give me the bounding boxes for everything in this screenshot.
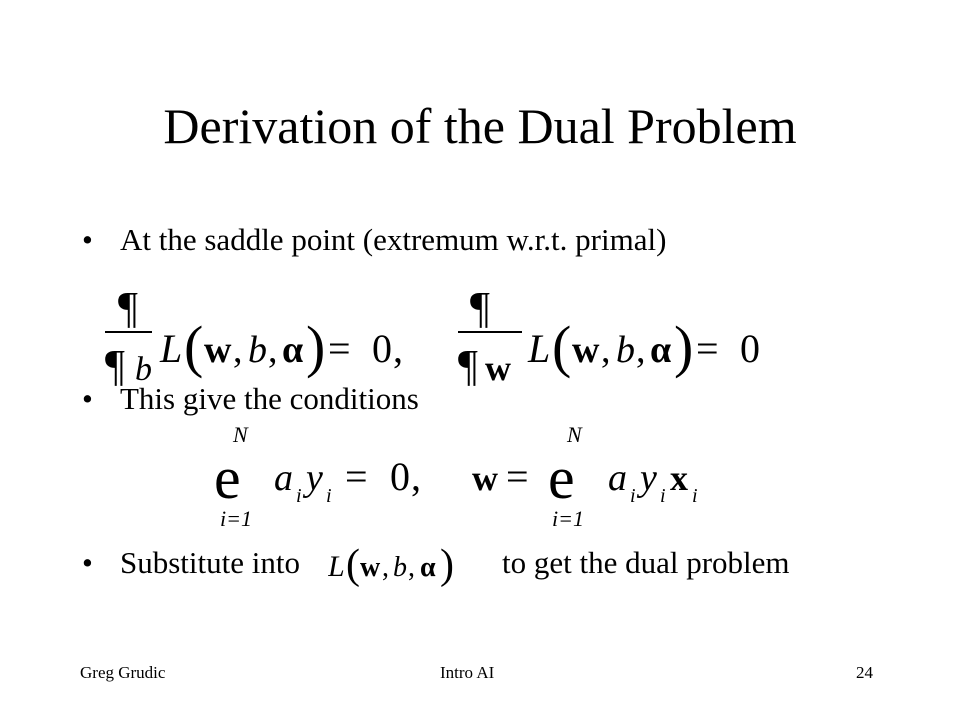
var-L: L bbox=[160, 326, 183, 371]
subscript-i: i bbox=[296, 485, 302, 507]
bullet-3-text-before: Substitute into bbox=[120, 545, 300, 580]
bullet-3-continuation bbox=[502, 545, 790, 581]
sum-lower-index: i=1 bbox=[552, 506, 584, 531]
bullet-marker: • bbox=[82, 222, 93, 257]
var-w: w bbox=[485, 348, 511, 388]
subscript-i: i bbox=[326, 485, 332, 507]
var-w: w bbox=[472, 458, 498, 498]
bullet-marker: • bbox=[82, 545, 93, 580]
var-x: x bbox=[670, 458, 688, 498]
var-y: y bbox=[306, 457, 323, 499]
var-b: b bbox=[135, 351, 152, 388]
var-w: w bbox=[204, 329, 232, 371]
equals: = bbox=[506, 454, 529, 499]
partial-derivative-w bbox=[458, 283, 760, 390]
comma: , bbox=[601, 329, 611, 371]
sum-lower-index: i=1 bbox=[220, 506, 252, 531]
paren-close: ) bbox=[440, 542, 454, 588]
partial-derivative-equations bbox=[100, 282, 800, 392]
var-a: a bbox=[608, 457, 627, 499]
partial-symbol: ¶ bbox=[458, 341, 478, 390]
zero: 0 bbox=[740, 326, 760, 371]
var-y: y bbox=[640, 457, 657, 499]
equals: = bbox=[328, 326, 351, 371]
footer-author: Greg Grudic bbox=[80, 663, 166, 682]
bullet-2-text: This give the conditions bbox=[120, 381, 419, 416]
partial-derivative-b bbox=[105, 283, 403, 390]
bullet-2 bbox=[82, 381, 419, 417]
bullet-marker: • bbox=[82, 381, 93, 416]
zero: 0 bbox=[372, 326, 392, 371]
equals: = bbox=[345, 454, 368, 499]
zero: 0 bbox=[390, 454, 410, 499]
var-alpha: α bbox=[282, 329, 304, 371]
bullet-3-text-after: to get the dual problem bbox=[502, 545, 790, 580]
slide-title: Derivation of the Dual Problem bbox=[163, 98, 797, 154]
comma: , bbox=[393, 326, 403, 371]
partial-symbol: ¶ bbox=[105, 341, 125, 390]
sum-symbol: e bbox=[214, 445, 241, 511]
footer-page-number: 24 bbox=[856, 663, 873, 682]
condition-w-sum bbox=[472, 422, 698, 531]
lagrangian-inline bbox=[328, 540, 498, 590]
var-L: L bbox=[528, 326, 551, 371]
comma: , bbox=[408, 552, 415, 583]
condition-equations bbox=[200, 420, 740, 535]
footer-course: Intro AI bbox=[440, 663, 495, 682]
bullet-1 bbox=[82, 222, 666, 258]
comma: , bbox=[268, 329, 278, 371]
subscript-i: i bbox=[630, 485, 636, 507]
sum-upper-N: N bbox=[233, 422, 248, 447]
sum-symbol: e bbox=[548, 445, 575, 511]
comma: , bbox=[382, 552, 389, 583]
partial-symbol: ¶ bbox=[118, 283, 138, 332]
paren-open: ( bbox=[346, 542, 360, 588]
condition-sum-alpha-y bbox=[214, 422, 421, 531]
var-alpha: α bbox=[650, 329, 672, 371]
paren-close: ) bbox=[306, 314, 326, 379]
var-L: L bbox=[328, 550, 345, 583]
bullet-3 bbox=[82, 545, 300, 581]
comma: , bbox=[636, 329, 646, 371]
comma: , bbox=[411, 454, 421, 499]
var-b: b bbox=[616, 329, 635, 371]
var-w: w bbox=[572, 329, 600, 371]
paren-open: ( bbox=[184, 314, 204, 379]
sum-upper-N: N bbox=[567, 422, 582, 447]
var-w: w bbox=[360, 552, 381, 583]
var-b: b bbox=[248, 329, 267, 371]
paren-close: ) bbox=[674, 314, 694, 379]
subscript-i: i bbox=[660, 485, 666, 507]
bullet-1-text: At the saddle point (extremum w.r.t. primal) bbox=[120, 222, 667, 257]
subscript-i: i bbox=[692, 485, 698, 507]
partial-symbol: ¶ bbox=[470, 283, 490, 332]
var-alpha: α bbox=[420, 552, 436, 583]
equals: = bbox=[696, 326, 719, 371]
paren-open: ( bbox=[552, 314, 572, 379]
var-a: a bbox=[274, 457, 293, 499]
var-b: b bbox=[393, 552, 407, 583]
comma: , bbox=[233, 329, 243, 371]
